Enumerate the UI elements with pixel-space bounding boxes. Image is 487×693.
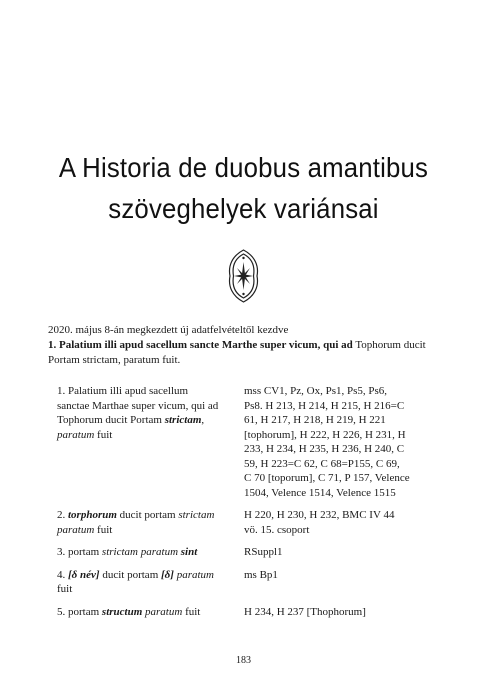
variant-text: 4. xyxy=(57,568,68,581)
intro-heading-rest: Tophorum ducit xyxy=(352,339,426,351)
intro-heading-bold: 1. Palatium illi apud sacellum sancte Marthe super vicum, qui ad xyxy=(48,339,353,351)
variant-text: Tophorum ducit Portam xyxy=(57,414,165,426)
sources-cell xyxy=(244,384,437,508)
variant-text: 3. portam xyxy=(57,546,102,558)
table-row xyxy=(57,545,437,568)
variants-table xyxy=(57,384,437,627)
variant-text: , xyxy=(201,414,205,426)
variant-text: fuit xyxy=(182,605,201,618)
source-line: 233, H 234, H 235, H 236, H 240, C xyxy=(244,443,405,455)
sources-cell xyxy=(244,568,437,605)
variant-text: 2. xyxy=(57,509,68,521)
source-line: 59, H 223=C 62, C 68=P155, C 69, xyxy=(244,457,400,470)
variant-italic: strictam paratum xyxy=(101,546,179,558)
intro-text xyxy=(48,323,448,368)
table-row xyxy=(57,384,437,508)
variant-emphasis: structum xyxy=(101,605,143,618)
table-row xyxy=(57,605,437,628)
source-line: RSuppl1 xyxy=(244,546,283,558)
intro-date-line: 2020. május 8-án megkezdett új adatfelvételtől kezdve xyxy=(48,324,289,336)
variant-emphasis: [δ név] xyxy=(68,568,100,581)
variant-text-cell xyxy=(57,508,244,545)
variant-text-cell xyxy=(57,545,244,568)
variant-italic: paratum xyxy=(57,428,95,441)
variant-text: fuit xyxy=(94,523,113,536)
variant-emphasis: strictam xyxy=(164,414,202,426)
sources-cell xyxy=(244,545,437,568)
variant-italic: paratum xyxy=(57,523,95,536)
variant-emphasis: [δ] xyxy=(161,568,174,581)
variant-text-cell xyxy=(57,605,244,628)
sources-cell xyxy=(244,605,437,628)
variant-text: fuit xyxy=(57,583,73,595)
variant-italic: paratum xyxy=(145,605,183,618)
variant-text: fuit xyxy=(94,428,113,441)
source-line: [tophorum], H 222, H 226, H 231, H xyxy=(244,428,406,441)
variant-text: ducit portam xyxy=(99,568,161,581)
variant-text: 5. portam xyxy=(57,605,102,618)
source-line: vö. 15. csoport xyxy=(244,523,310,536)
intro-heading-end: Portam strictam, paratum fuit. xyxy=(48,354,181,366)
variant-italic: paratum xyxy=(176,568,214,581)
variant-text-cell xyxy=(57,568,244,605)
source-line: 1504, Velence 1514, Velence 1515 xyxy=(244,486,396,499)
source-line: C 70 [toporum], C 71, P 157, Velence xyxy=(244,472,410,484)
variant-text: sanctae Marthae super vicum, qui ad xyxy=(57,399,219,412)
variant-text: 1. Palatium illi apud sacellum xyxy=(57,385,189,397)
variant-text-cell xyxy=(57,384,244,508)
source-line: H 220, H 230, H 232, BMC IV 44 xyxy=(244,509,395,521)
variant-emphasis: torphorum xyxy=(68,509,117,521)
variant-italic: strictam xyxy=(178,509,215,521)
source-line: H 234, H 237 [Thophorum] xyxy=(244,605,366,618)
intro-heading-line xyxy=(48,338,448,353)
flower-ornament-icon xyxy=(222,248,265,304)
variant-emphasis: sint xyxy=(180,546,198,558)
source-line: mss CV1, Pz, Ox, Ps1, Ps5, Ps6, xyxy=(244,385,388,397)
page-number: 183 xyxy=(236,655,251,666)
table-row xyxy=(57,508,437,545)
source-line: 61, H 217, H 218, H 219, H 221 xyxy=(244,414,386,426)
source-line: ms Bp1 xyxy=(244,568,278,581)
source-line: Ps8. H 213, H 214, H 215, H 216=C xyxy=(244,399,405,412)
variant-text: ducit portam xyxy=(116,509,179,521)
sources-cell xyxy=(244,508,437,545)
table-row xyxy=(57,568,437,605)
chapter-title-line-1: A Historia de duobus amantibus xyxy=(58,152,429,183)
chapter-title-line-2: szöveghelyek variánsai xyxy=(108,193,379,224)
